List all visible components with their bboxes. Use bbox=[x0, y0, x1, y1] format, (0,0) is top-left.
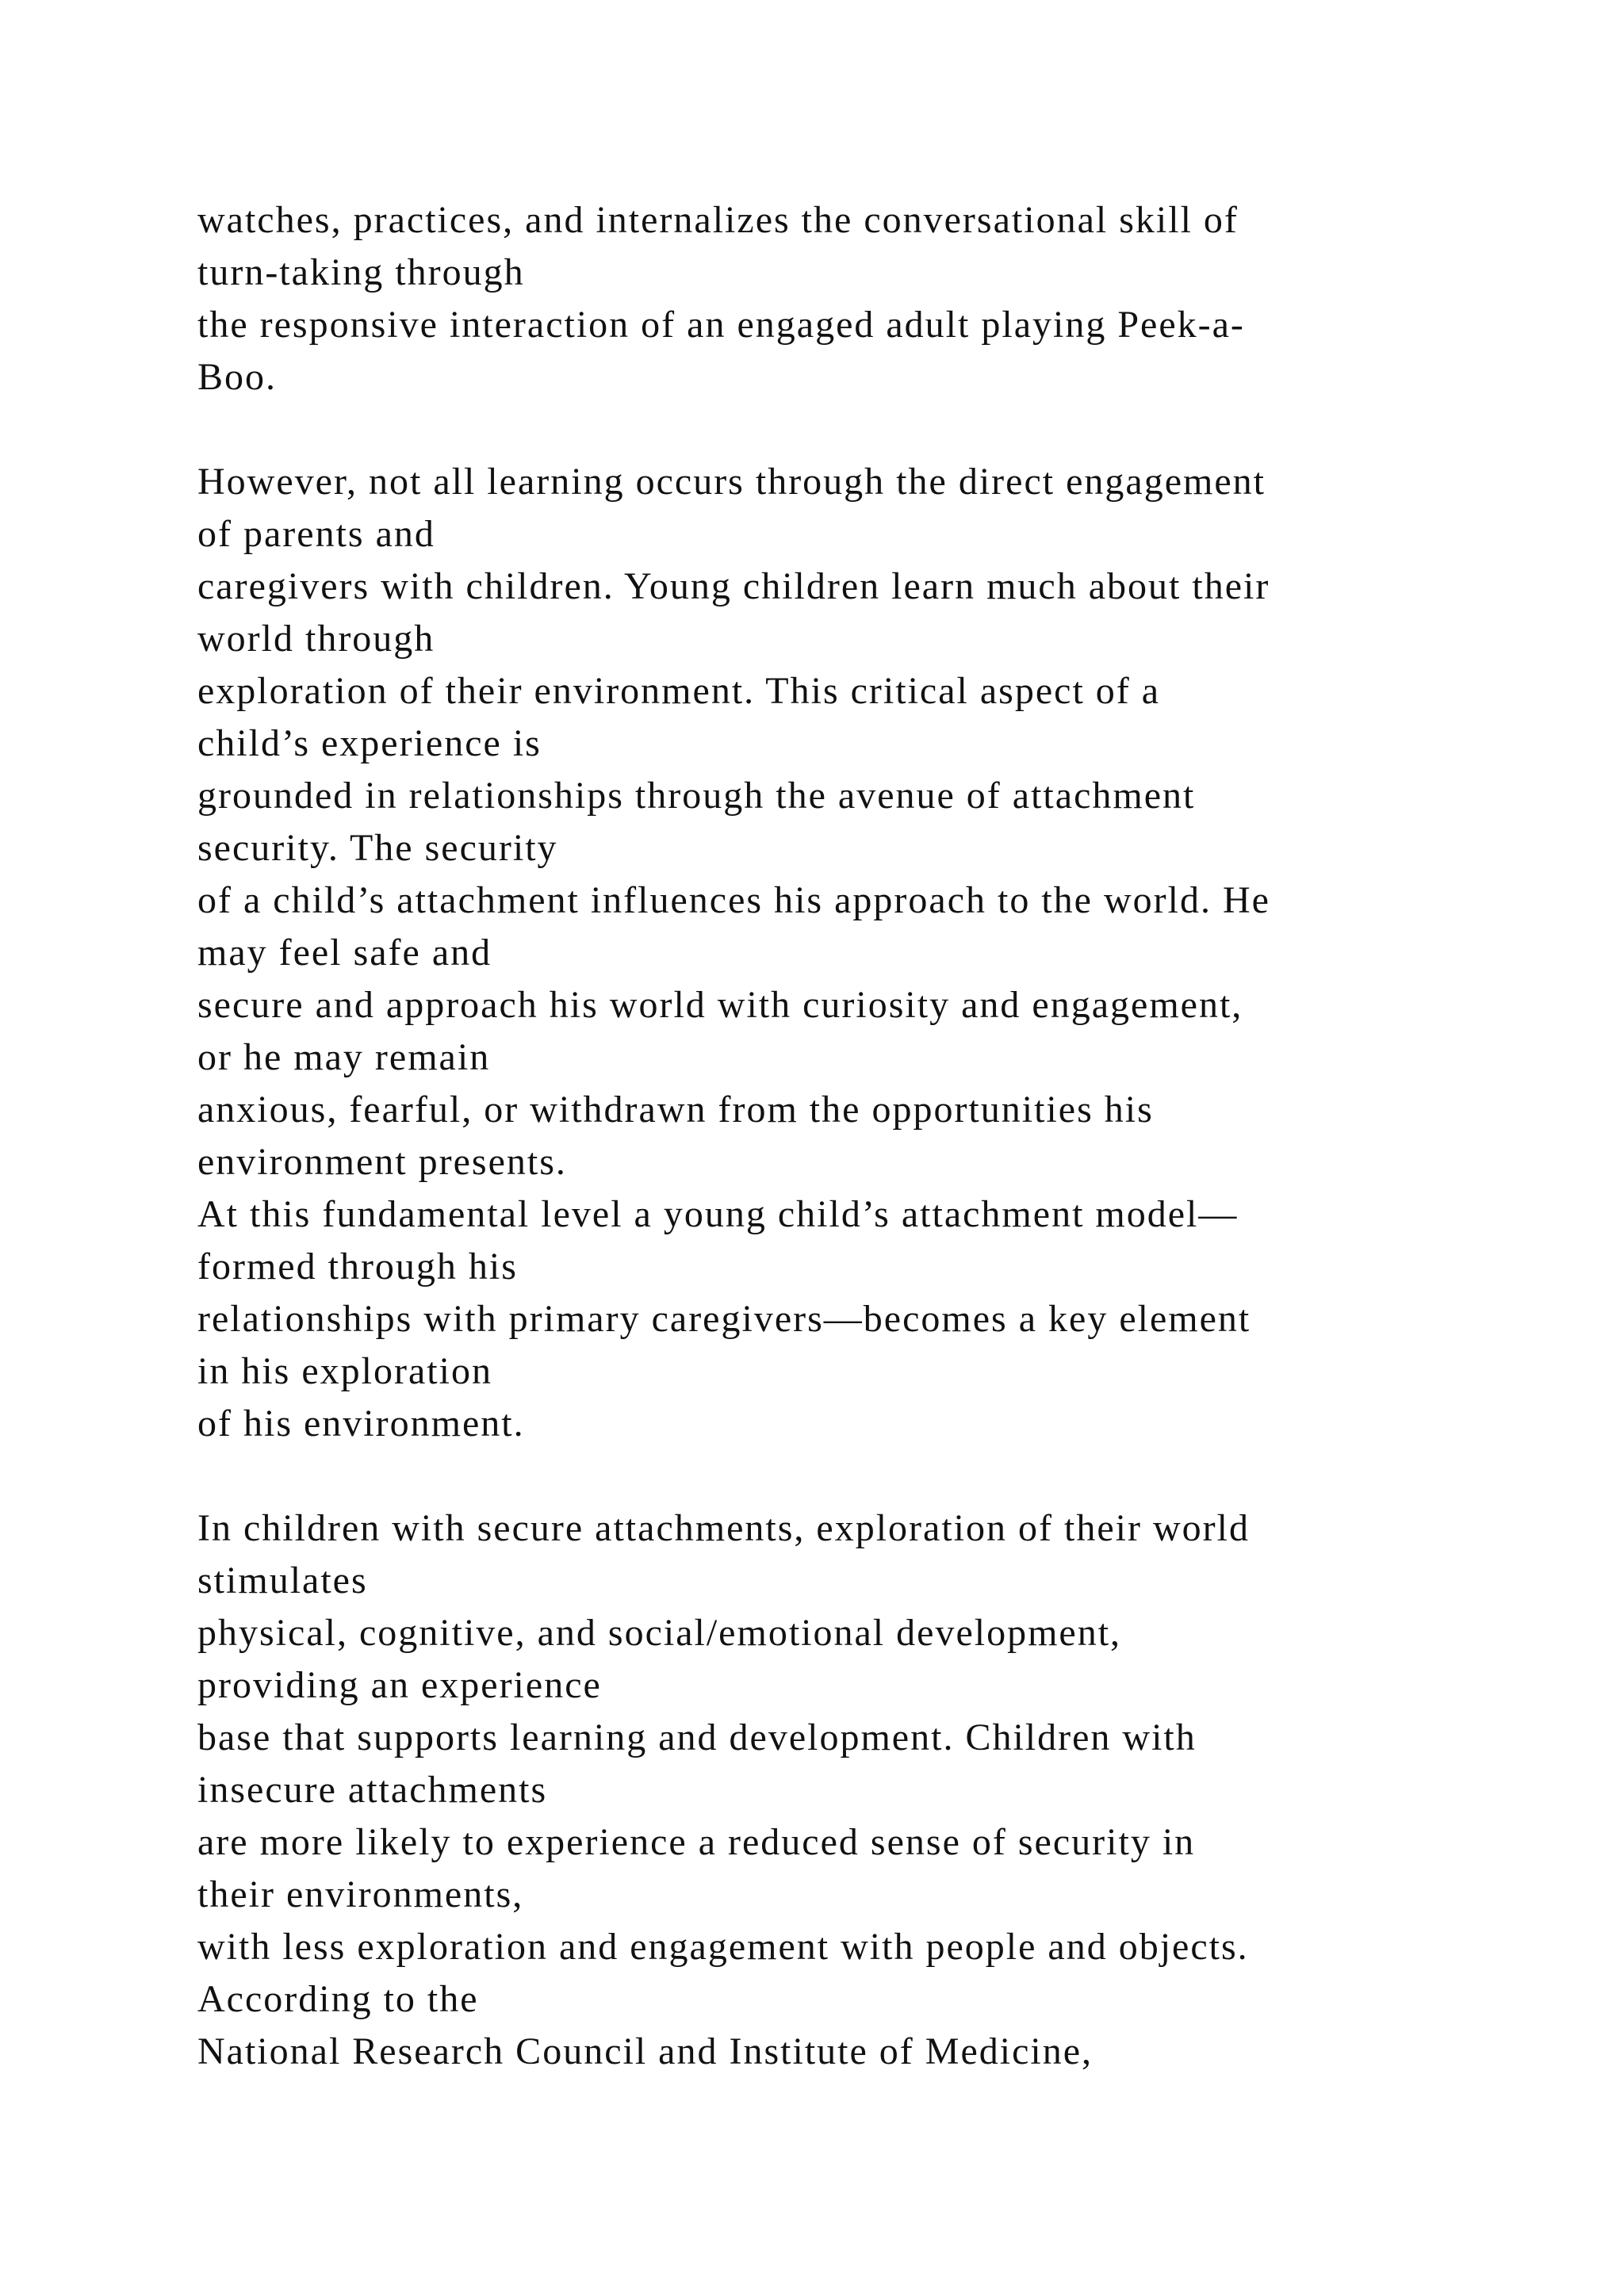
text-line: secure and approach his world with curiosity and engagement, bbox=[197, 984, 1243, 1026]
text-line: providing an experience bbox=[197, 1664, 602, 1706]
text-line: in his exploration bbox=[197, 1350, 492, 1392]
document-text bbox=[197, 194, 1545, 2078]
text-line: the responsive interaction of an engaged adult playing Peek-a- bbox=[197, 304, 1245, 346]
text-line: of parents and bbox=[197, 513, 435, 555]
text-line: caregivers with children. Young children learn much about their bbox=[197, 565, 1270, 607]
text-line: However, not all learning occurs through the direct engagement bbox=[197, 461, 1266, 503]
text-line: are more likely to experience a reduced sense of security in bbox=[197, 1821, 1196, 1863]
text-line: At this fundamental level a young child’s attachment model— bbox=[197, 1193, 1239, 1235]
text-line: anxious, fearful, or withdrawn from the opportunities his bbox=[197, 1089, 1154, 1131]
text-line: stimulates bbox=[197, 1559, 368, 1601]
text-line: or he may remain bbox=[197, 1036, 491, 1078]
text-line: turn-taking through bbox=[197, 251, 525, 293]
text-line: watches, practices, and internalizes the conversational skill of bbox=[197, 199, 1239, 241]
text-line: child’s experience is bbox=[197, 722, 542, 764]
text-line: environment presents. bbox=[197, 1141, 567, 1183]
paragraph-break bbox=[197, 1450, 1545, 1502]
text-line: security. The security bbox=[197, 827, 558, 869]
text-line: physical, cognitive, and social/emotional development, bbox=[197, 1612, 1122, 1654]
text-line: their environments, bbox=[197, 1873, 524, 1915]
text-line: of a child’s attachment influences his approach to the world. He bbox=[197, 879, 1270, 921]
text-line: exploration of their environment. This critical aspect of a bbox=[197, 670, 1161, 712]
text-line: may feel safe and bbox=[197, 932, 492, 974]
text-line: National Research Council and Institute of Medicine, bbox=[197, 2030, 1094, 2072]
text-line: According to the bbox=[197, 1978, 479, 2020]
text-line: Boo. bbox=[197, 356, 278, 398]
text-line: relationships with primary caregivers—becomes a key element bbox=[197, 1298, 1251, 1340]
text-line: insecure attachments bbox=[197, 1769, 548, 1811]
text-line: world through bbox=[197, 618, 435, 660]
text-line: with less exploration and engagement with people and objects. bbox=[197, 1926, 1249, 1968]
text-line: In children with secure attachments, exploration of their world bbox=[197, 1507, 1250, 1549]
text-line: formed through his bbox=[197, 1246, 518, 1288]
paragraph-break bbox=[197, 404, 1545, 456]
text-line: grounded in relationships through the avenue of attachment bbox=[197, 775, 1196, 817]
text-line: base that supports learning and development. Children with bbox=[197, 1716, 1197, 1758]
text-line: of his environment. bbox=[197, 1402, 525, 1445]
